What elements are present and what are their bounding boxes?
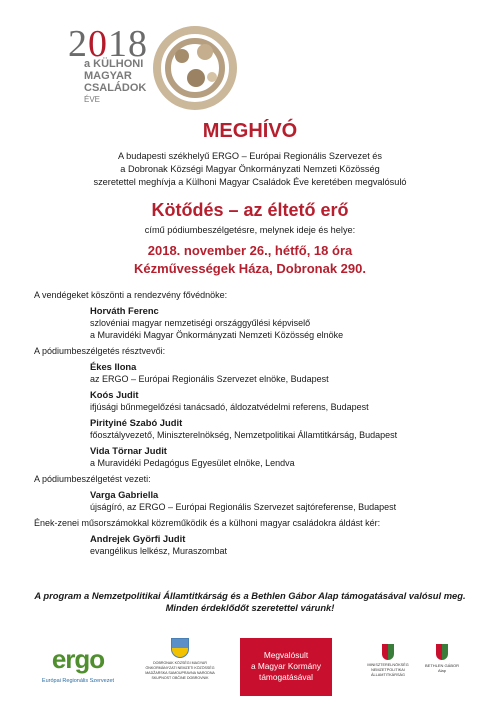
intro-line: szeretettel meghívja a Külhoni Magyar Családok Éve keretében megvalósuló xyxy=(93,177,407,187)
event-venue: Kézművességek Háza, Dobronak 290. xyxy=(134,261,366,276)
sponsor-logos xyxy=(0,628,500,708)
person-role: a Muravidéki Pedagógus Egyesület elnöke, Lendva xyxy=(90,458,295,468)
person xyxy=(90,533,474,557)
person xyxy=(90,389,474,413)
person xyxy=(90,417,474,441)
person-name: Horváth Ferenc xyxy=(90,305,159,316)
event-date: 2018. november 26., hétfő, 18 óra xyxy=(147,243,353,258)
logo-line: a KÜLHONI xyxy=(84,58,144,70)
person xyxy=(90,361,474,385)
logo-line: CSALÁDOK xyxy=(84,82,147,94)
bethlen-line: BETHLEN GÁBOR xyxy=(424,663,459,668)
person-name: Vida Törnar Judit xyxy=(90,445,167,456)
person-name: Ékes Ilona xyxy=(90,361,137,372)
person-name: Andrejek Györfi Judit xyxy=(90,533,186,544)
section-heading: A pódiumbeszélgetés résztvevői: xyxy=(34,346,166,356)
logo-line: MAGYAR xyxy=(84,70,132,82)
ministry-logo xyxy=(358,644,418,678)
section xyxy=(34,289,474,341)
section-heading: A pódiumbeszélgetést vezeti: xyxy=(34,474,151,484)
header xyxy=(0,0,500,118)
government-support-box xyxy=(240,638,332,696)
bethlen-crest-icon xyxy=(436,644,448,660)
section xyxy=(34,517,474,557)
bethlen-logo xyxy=(422,644,462,673)
support-line: támogatásával xyxy=(259,672,313,682)
dobronak-line: MADŽARSKA SAMOUPRAVNA NARODNA xyxy=(145,671,215,675)
dobronak-crest-icon xyxy=(171,638,189,658)
person xyxy=(90,305,474,341)
support-line: Megvalósult xyxy=(263,650,309,660)
footer-line: A program a Nemzetpolitikai Államtitkárság és a Bethlen Gábor Alap támogatásával valósul meg. xyxy=(34,590,466,601)
event-title: Kötődés – az éltető erő xyxy=(151,200,349,220)
person xyxy=(90,489,474,513)
program-body xyxy=(34,289,474,561)
hungary-crest-icon xyxy=(382,644,394,660)
person-name: Koós Judit xyxy=(90,389,139,400)
dobronak-line: SKUPNOST OBČINE DOBROVNIK xyxy=(151,676,209,680)
person-role: a Muravidéki Magyar Önkormányzati Nemzeti Közösség elnöke xyxy=(90,330,344,340)
person-role: újságíró, az ERGO – Európai Regionális Szervezet sajtóreferense, Budapest xyxy=(90,502,397,512)
event-subtitle: című pódiumbeszélgetésre, melynek ideje és helye: xyxy=(144,225,356,235)
ergo-subtitle: Európai Regionális Szervezet xyxy=(41,678,115,684)
logo-text xyxy=(84,58,146,106)
logo-line: ÉVE xyxy=(84,95,101,104)
ministry-line: NEMZETPOLITIKAI ÁLLAMTITKÁRSÁG xyxy=(371,668,405,677)
intro-text xyxy=(0,150,500,189)
bethlen-line: Alap xyxy=(437,668,446,673)
person-name: Pirityiné Szabó Judit xyxy=(90,417,183,428)
family-logo-icon xyxy=(150,22,240,112)
person-role: az ERGO – Európai Regionális Szervezet elnöke, Budapest xyxy=(90,374,329,384)
dobronak-line: ÖNKORMÁNYZATI NEMZETI KÖZÖSSÉG xyxy=(145,666,215,670)
section xyxy=(34,473,474,513)
person xyxy=(90,445,474,469)
ergo-logo xyxy=(38,644,118,684)
dobronak-line: DOBRONAK KÖZSÉGI MAGYAR xyxy=(153,661,207,665)
person-role: főosztályvezető, Miniszterelnökség, Nemzetpolitikai Államtitkárság, Budapest xyxy=(90,430,398,440)
support-line: a Magyar Kormány xyxy=(250,661,322,671)
intro-line: a Dobronak Községi Magyar Önkormányzati Nemzeti Közösség xyxy=(120,164,380,174)
ergo-mark: ergo xyxy=(51,644,105,674)
event-when-where xyxy=(0,242,500,278)
person-role: ifjúsági bűnmegelőzési tanácsadó, áldozatvédelmi referens, Budapest xyxy=(90,402,369,412)
section-heading: Ének-zenei műsorszámokkal közreműködik és a külhoni magyar családokra áldást kér: xyxy=(34,518,381,528)
page-title: MEGHÍVÓ xyxy=(202,120,298,142)
intro-line: A budapesti székhelyű ERGO – Európai Regionális Szervezet és xyxy=(117,151,383,161)
footer-line: Minden érdeklődőt szeretettel várunk! xyxy=(165,602,335,613)
person-name: Varga Gabriella xyxy=(90,489,159,500)
person-role: szlovéniai magyar nemzetiségi országgyűlési képviselő xyxy=(90,318,311,328)
logo-year: 2018 xyxy=(68,23,148,65)
dobronak-logo xyxy=(140,638,220,681)
ministry-line: MINISZTERELNÖKSÉG xyxy=(367,663,409,667)
section-heading: A vendégeket köszönti a rendezvény fővédnöke: xyxy=(34,290,228,300)
footer-note xyxy=(0,590,500,614)
person-role: evangélikus lelkész, Muraszombat xyxy=(90,546,228,556)
section xyxy=(34,345,474,469)
